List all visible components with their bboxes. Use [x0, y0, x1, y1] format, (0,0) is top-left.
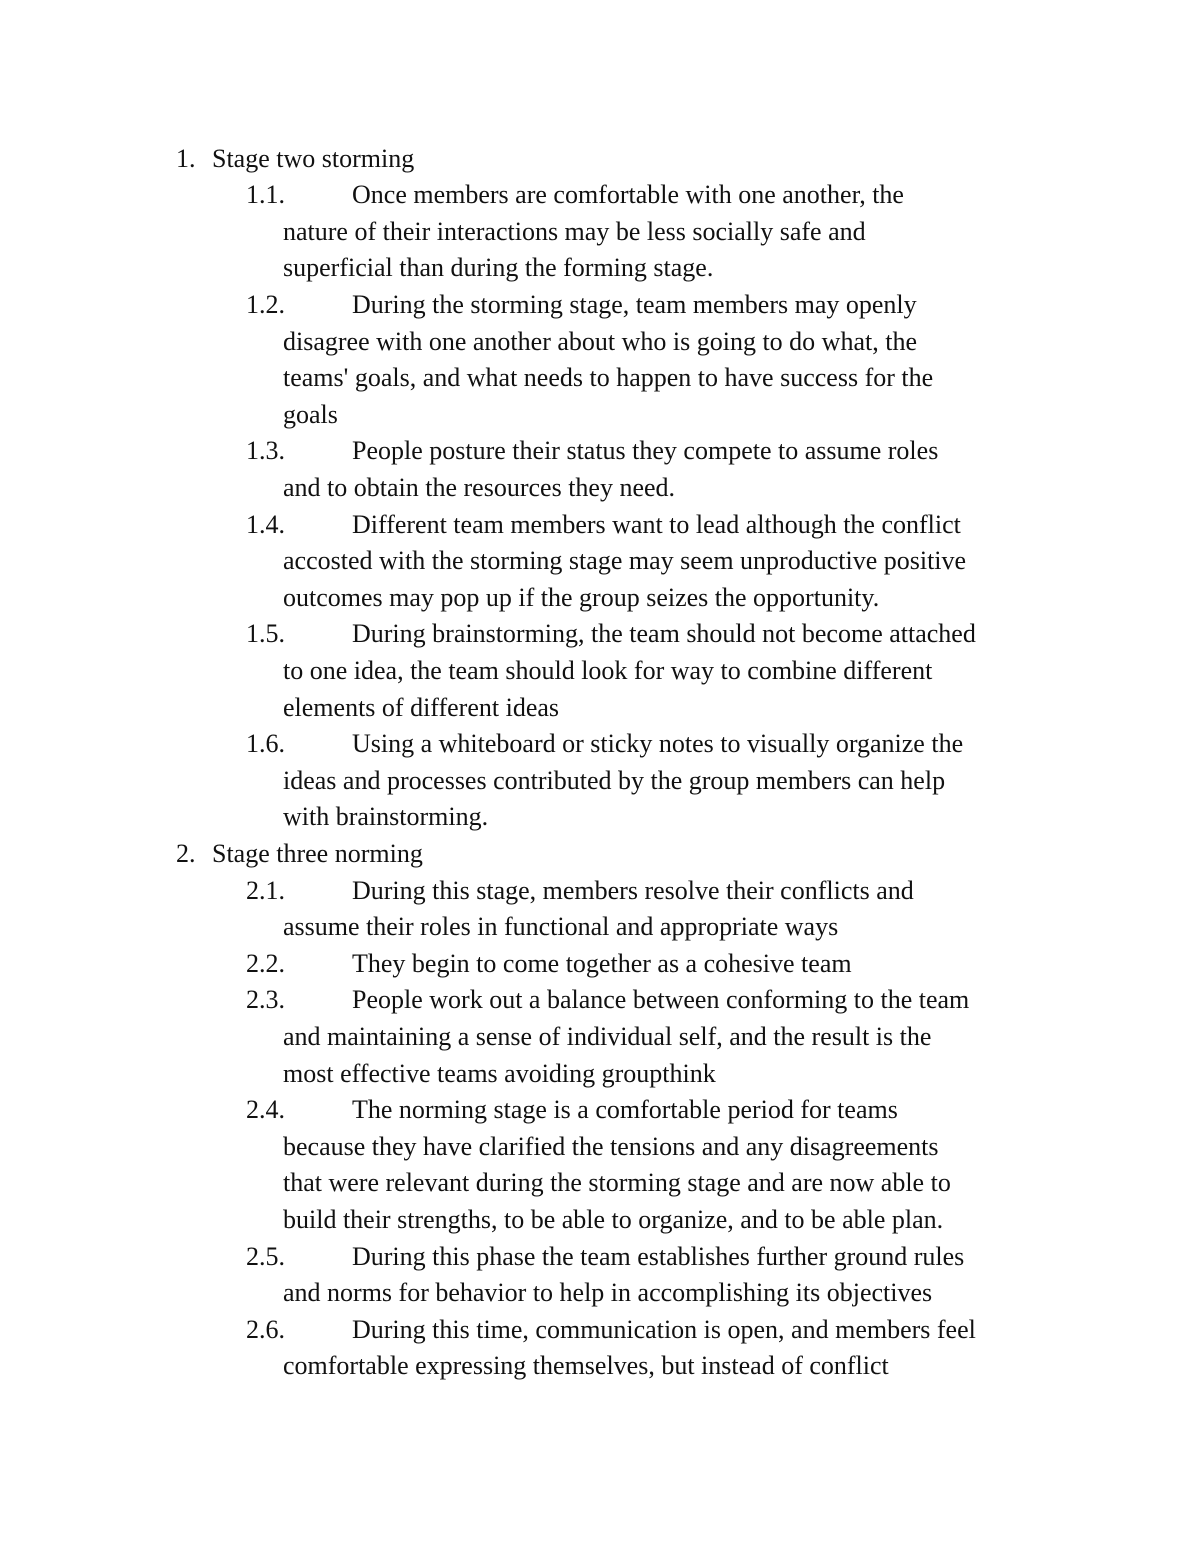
- item-text-line: outcomes may pop up if the group seizes the opportunity.: [283, 582, 880, 612]
- item-number: 1.6.: [246, 729, 285, 759]
- item-text-line: that were relevant during the storming stage and are now able to: [283, 1168, 951, 1198]
- item-text-line: ideas and processes contributed by the group members can help: [283, 765, 946, 795]
- item-number: 2.1.: [246, 875, 285, 905]
- item-text-line: During brainstorming, the team should not become attached: [352, 619, 976, 649]
- item-text-line: teams' goals, and what needs to happen to have success for the: [283, 363, 934, 393]
- item-text-line: comfortable expressing themselves, but instead of conflict: [283, 1351, 889, 1381]
- item-text-line: and norms for behavior to help in accomplishing its objectives: [283, 1278, 933, 1308]
- item-text-line: to one idea, the team should look for way to combine different: [283, 655, 933, 685]
- section-title: Stage two storming: [212, 143, 415, 173]
- item-number: 1.4.: [246, 509, 285, 539]
- item-text-line: build their strengths, to be able to organize, and to be able plan.: [283, 1204, 944, 1234]
- item-text-line: accosted with the storming stage may seem unproductive positive: [283, 546, 967, 576]
- item-number: 1.2.: [246, 289, 285, 319]
- item-text-line: The norming stage is a comfortable period for teams: [352, 1095, 898, 1125]
- item-text-line: assume their roles in functional and appropriate ways: [283, 912, 839, 942]
- item-number: 2.3.: [246, 985, 285, 1015]
- item-text-line: disagree with one another about who is going to do what, the: [283, 326, 917, 356]
- item-number: 2.2.: [246, 948, 285, 978]
- item-text-line: They begin to come together as a cohesive team: [352, 948, 852, 978]
- item-text-line: Once members are comfortable with one another, the: [352, 180, 904, 210]
- item-number: 2.4.: [246, 1095, 285, 1125]
- item-text-line: During this time, communication is open, and members feel: [352, 1314, 976, 1344]
- item-text-line: superficial than during the forming stage.: [283, 253, 714, 283]
- item-number: 2.6.: [246, 1314, 285, 1344]
- item-text-line: most effective teams avoiding groupthink: [283, 1058, 716, 1088]
- section-title: Stage three norming: [212, 838, 423, 868]
- item-text-line: nature of their interactions may be less socially safe and: [283, 216, 866, 246]
- item-text-line: During the storming stage, team members may openly: [352, 289, 917, 319]
- item-text-line: Using a whiteboard or sticky notes to visually organize the: [352, 729, 964, 759]
- item-number: 1.3.: [246, 436, 285, 466]
- item-text-line: because they have clarified the tensions and any disagreements: [283, 1131, 939, 1161]
- item-text-line: During this phase the team establishes further ground rules: [352, 1241, 965, 1271]
- item-number: 1.5.: [246, 619, 285, 649]
- section-number: 2.: [176, 838, 196, 868]
- section-number: 1.: [176, 143, 196, 173]
- item-number: 2.5.: [246, 1241, 285, 1271]
- item-text-line: People work out a balance between conforming to the team: [352, 985, 970, 1015]
- item-text-line: with brainstorming.: [283, 802, 489, 832]
- item-text-line: Different team members want to lead although the conflict: [352, 509, 961, 539]
- item-text-line: goals: [283, 399, 338, 429]
- item-number: 1.1.: [246, 180, 285, 210]
- item-text-line: During this stage, members resolve their conflicts and: [352, 875, 914, 905]
- item-text-line: elements of different ideas: [283, 692, 560, 722]
- item-text-line: and to obtain the resources they need.: [283, 472, 676, 502]
- item-text-line: and maintaining a sense of individual self, and the result is the: [283, 1021, 932, 1051]
- item-text-line: People posture their status they compete to assume roles: [352, 436, 939, 466]
